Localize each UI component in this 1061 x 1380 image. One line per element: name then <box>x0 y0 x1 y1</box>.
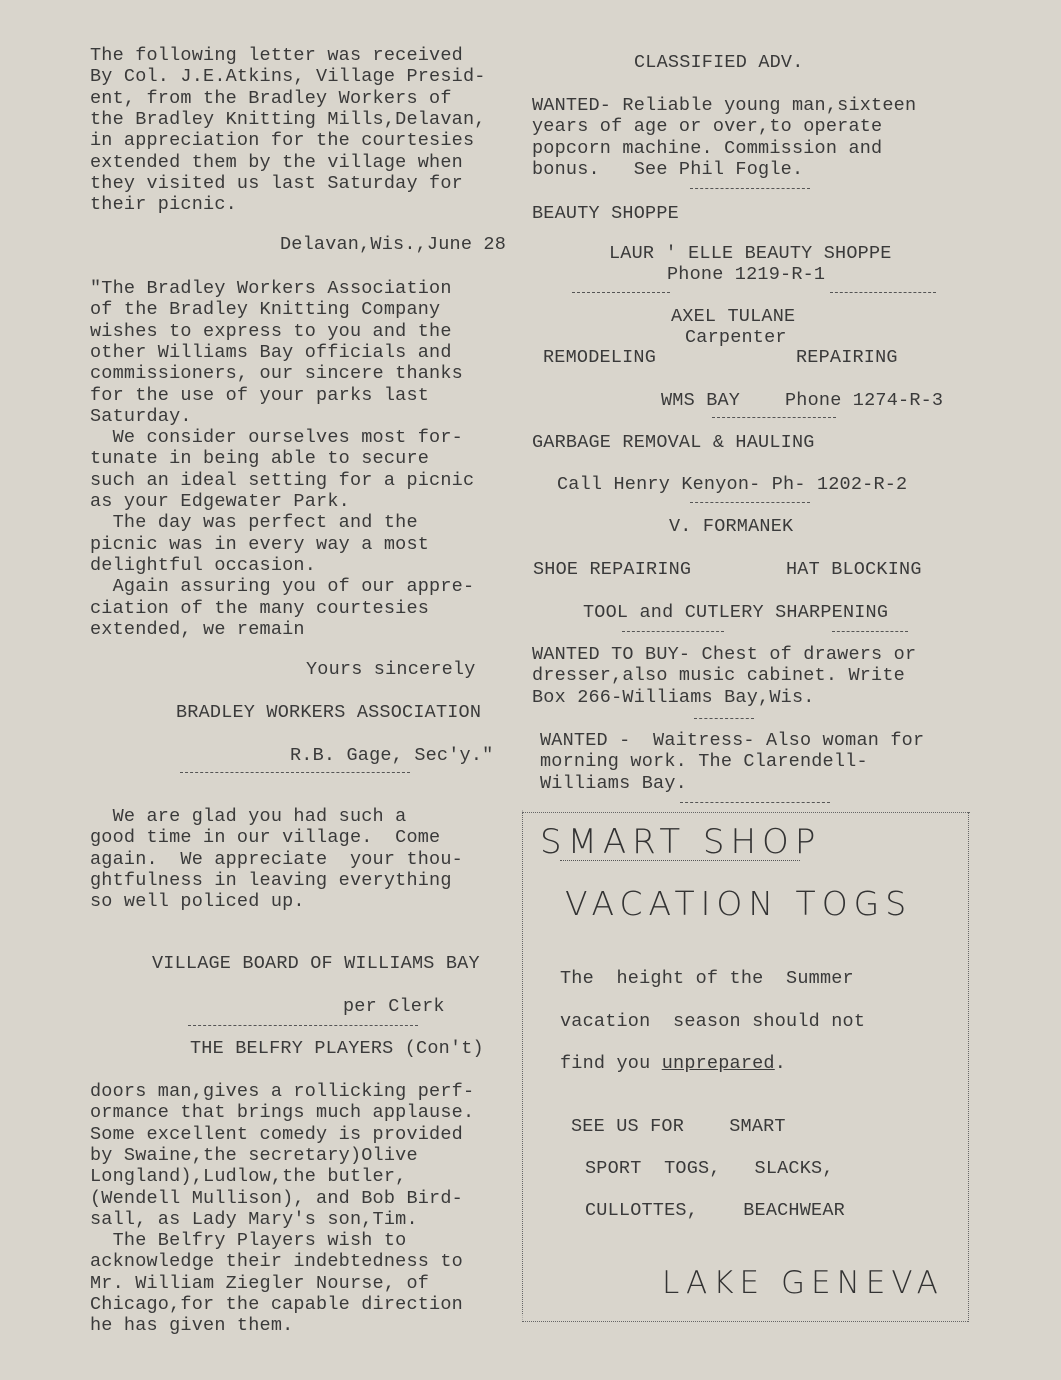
belfry-line: ormance that brings much applause. <box>90 1102 475 1124</box>
belfry-line: Longland),Ludlow,the butler, <box>90 1166 407 1188</box>
letter-signer: R.B. Gage, Sec'y." <box>290 745 494 766</box>
ad-line-2: vacation season should not <box>560 1011 866 1032</box>
wanted1-line: popcorn machine. Commission and <box>532 137 883 159</box>
ad-line-1: The height of the Summer <box>560 968 854 989</box>
intro-line: they visited us last Saturday for <box>90 172 463 194</box>
wms-bay: WMS BAY <box>661 390 741 411</box>
reply-line: We are glad you had such a <box>90 806 407 827</box>
ad-location: LAKE GENEVA <box>662 1265 944 1301</box>
letter-line: such an ideal setting for a picnic <box>90 469 475 491</box>
letter-line: delightful occasion. <box>90 554 317 576</box>
wanted1-line: years of age or over,to operate <box>532 116 883 138</box>
divider <box>180 772 410 773</box>
garbage-heading: GARBAGE REMOVAL & HAULING <box>532 432 815 453</box>
formanek: V. FORMANEK <box>669 516 794 537</box>
per-clerk: per Clerk <box>343 996 445 1017</box>
letter-line: Again assuring you of our appre- <box>90 576 475 598</box>
letter-line: other Williams Bay officials and <box>90 341 452 363</box>
ad-line-3: find you unprepared. <box>560 1053 787 1074</box>
divider <box>694 718 754 719</box>
ad-see-1: SEE US FOR SMART <box>571 1116 786 1137</box>
intro-line: extended them by the village when <box>90 151 463 173</box>
letter-line: extended, we remain <box>90 618 305 640</box>
divider <box>690 502 810 503</box>
carpenter-title: Carpenter <box>685 327 787 348</box>
beauty-heading: BEAUTY SHOPPE <box>532 203 679 224</box>
repairing: REPAIRING <box>796 347 898 368</box>
divider <box>830 292 936 293</box>
belfry-line: The Belfry Players wish to <box>90 1230 407 1252</box>
divider <box>560 860 800 861</box>
letter-line: Saturday. <box>90 405 192 427</box>
reply-line: again. We appreciate your thou- <box>90 848 463 870</box>
ad-shop-name: SMART SHOP <box>540 822 822 862</box>
carpenter-phone: Phone 1274-R-3 <box>785 390 944 411</box>
dateline: Delavan,Wis.,June 28 <box>280 234 507 255</box>
ad-see-2: SPORT TOGS, SLACKS, <box>585 1158 834 1179</box>
intro-line: their picnic. <box>90 194 237 216</box>
belfry-line: (Wendell Mullison), and Bob Bird- <box>90 1187 463 1209</box>
reply-line: so well policed up. <box>90 891 305 913</box>
tool-sharpening: TOOL and CUTLERY SHARPENING <box>583 602 889 623</box>
wanted3-line: morning work. The Clarendell- <box>540 751 868 773</box>
beauty-shop-name: LAUR ' ELLE BEAUTY SHOPPE <box>609 243 892 264</box>
wanted1-line: WANTED- Reliable young man,sixteen <box>532 95 917 116</box>
belfry-line: by Swaine,the secretary)Olive <box>90 1144 418 1166</box>
intro-line: the Bradley Knitting Mills,Delavan, <box>90 108 486 130</box>
beauty-phone: Phone 1219-R-1 <box>667 264 826 285</box>
intro-line: By Col. J.E.Atkins, Village Presid- <box>90 66 486 88</box>
column-divider <box>522 810 523 1320</box>
letter-line: wishes to express to you and the <box>90 320 452 342</box>
ad-headline: VACATION TOGS <box>565 884 913 923</box>
wanted2-line: dresser,also music cabinet. Write <box>532 665 905 687</box>
belfry-line: Some excellent comedy is provided <box>90 1123 463 1145</box>
reply-line: ghtfulness in leaving everything <box>90 869 452 891</box>
classified-heading: CLASSIFIED ADV. <box>634 52 804 73</box>
letter-line: We consider ourselves most for- <box>90 427 463 449</box>
divider <box>188 1025 418 1026</box>
ad-border-right <box>968 812 969 1322</box>
letter-line: commissioners, our sincere thanks <box>90 363 463 385</box>
letter-line: The day was perfect and the <box>90 512 418 534</box>
wanted3-line: Williams Bay. <box>540 772 687 794</box>
letter-line: tunate in being able to secure <box>90 448 430 470</box>
wanted1-line: bonus. See Phil Fogle. <box>532 158 804 180</box>
letter-closing: Yours sincerely <box>306 659 476 680</box>
letter-line: "The Bradley Workers Association <box>90 278 452 299</box>
wanted2-line: WANTED TO BUY- Chest of drawers or <box>532 644 917 665</box>
letter-org: BRADLEY WORKERS ASSOCIATION <box>176 702 482 723</box>
belfry-heading: THE BELFRY PLAYERS (Con't) <box>190 1038 484 1059</box>
intro-line: in appreciation for the courtesies <box>90 130 475 152</box>
carpenter-name: AXEL TULANE <box>671 306 796 327</box>
belfry-line: he has given them. <box>90 1315 294 1337</box>
letter-line: ciation of the many courtesies <box>90 597 430 619</box>
letter-line: picnic was in every way a most <box>90 533 430 555</box>
belfry-line: acknowledge their indebtedness to <box>90 1251 463 1273</box>
reply-line: good time in our village. Come <box>90 827 441 849</box>
ad-see-3: CULLOTTES, BEACHWEAR <box>585 1200 845 1221</box>
divider <box>622 631 724 632</box>
belfry-line: Mr. William Ziegler Nourse, of <box>90 1272 430 1294</box>
letter-line: of the Bradley Knitting Company <box>90 299 441 321</box>
shoe-repairing: SHOE REPAIRING <box>533 559 692 580</box>
intro-line: The following letter was received <box>90 45 463 66</box>
board-signature: VILLAGE BOARD OF WILLIAMS BAY <box>152 953 480 974</box>
divider <box>690 188 810 189</box>
divider <box>712 417 836 418</box>
intro-line: ent, from the Bradley Workers of <box>90 87 452 109</box>
wanted2-line: Box 266-Williams Bay,Wis. <box>532 686 815 708</box>
hat-blocking: HAT BLOCKING <box>786 559 922 580</box>
letter-line: for the use of your parks last <box>90 384 430 406</box>
ad-border-top <box>522 812 970 813</box>
garbage-call: Call Henry Kenyon- Ph- 1202-R-2 <box>557 474 908 495</box>
divider <box>680 802 830 803</box>
remodeling: REMODELING <box>543 347 657 368</box>
wanted3-line: WANTED - Waitress- Also woman for <box>540 730 925 751</box>
belfry-line: Chicago,for the capable direction <box>90 1294 463 1315</box>
letter-line: as your Edgewater Park. <box>90 491 350 512</box>
belfry-line: sall, as Lady Mary's son,Tim. <box>90 1208 418 1230</box>
belfry-line: doors man,gives a rollicking perf- <box>90 1081 475 1102</box>
ad-border-bottom <box>522 1321 968 1322</box>
divider <box>832 631 908 632</box>
divider <box>572 292 670 293</box>
